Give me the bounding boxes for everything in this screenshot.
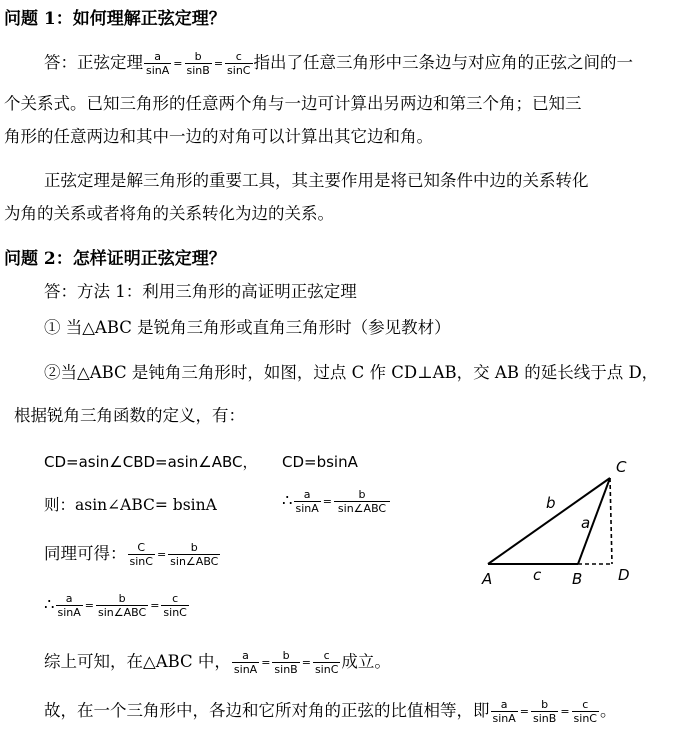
fraction-b-sinABC: $\frac{b}{\text{sin∠ABC}}$ bbox=[98, 592, 147, 619]
case-1-line: ① 当△ABC 是锐角三角形或直角三角形时（参见教材） bbox=[44, 318, 451, 337]
equation-cd-bsin: CD=bsinA bbox=[282, 453, 358, 471]
summary-line bbox=[44, 649, 391, 676]
q1-paragraph2-line2: 为角的关系或者将角的关系转化为边的关系。 bbox=[4, 204, 334, 223]
label-B: B bbox=[572, 570, 583, 588]
q1-paragraph2-line1: 正弦定理是解三角形的重要工具，其主要作用是将已知条件中边的关系转化 bbox=[44, 171, 589, 190]
therefore-symbol: ∴ bbox=[282, 491, 293, 510]
fraction-b-sinABC: $\frac{b}{\text{sin∠ABC}}$ bbox=[170, 541, 219, 568]
answer-prefix: 答：正弦定理 bbox=[44, 53, 143, 72]
fraction-b-sinB: $\frac{b}{\sin B}$ bbox=[533, 698, 557, 725]
therefore-chain: ∴ $\frac{a}{\sin A}$ = $\frac{b}{\text{sin∠ABC}}$ = $\frac{c}{\sin C}$ bbox=[44, 592, 187, 619]
label-c: c bbox=[533, 566, 542, 584]
fraction-a-sinA: $\frac{a}{\sin A}$ bbox=[233, 649, 258, 676]
fraction-c-sinC: $\frac{C}{\sin C}$ bbox=[129, 541, 153, 568]
similarly-line: 同理可得： $\frac{C}{\sin C}$ = $\frac{b}{\text{sin∠ABC}}$ bbox=[44, 541, 219, 568]
fraction-a-sinA: $\frac{a}{\sin A}$ bbox=[146, 50, 170, 77]
case-2-continued: 根据锐角三角函数的定义，有： bbox=[14, 406, 245, 425]
altitude-CD bbox=[610, 478, 612, 564]
fraction-c-sinC: $\frac{c}{\sin C}$ bbox=[314, 649, 339, 676]
conclusion-suffix: 。 bbox=[600, 701, 617, 720]
then-equation: 则：asin∠ABC= bsinA bbox=[44, 496, 217, 514]
label-C: C bbox=[616, 458, 627, 476]
q1-answer-line2: 个关系式。已知三角形的任意两个角与一边可计算出另两边和第三个角；已知三 bbox=[4, 94, 582, 113]
therefore-symbol: ∴ bbox=[44, 595, 55, 614]
question-1-title: 问题 1：如何理解正弦定理？ bbox=[4, 9, 226, 29]
fraction-a-sinA: $\frac{a}{\sin A}$ bbox=[57, 592, 81, 619]
side-AC bbox=[488, 478, 610, 564]
q1-answer-line1 bbox=[44, 50, 633, 77]
fraction-a-sinA: $\frac{a}{\sin A}$ bbox=[492, 698, 516, 725]
question-2-title: 问题 2：怎样证明正弦定理？ bbox=[4, 249, 226, 269]
label-b: b bbox=[546, 494, 556, 512]
answer-suffix: 指出了任意三角形中三条边与对应角的正弦之间的一 bbox=[253, 53, 633, 72]
fraction-b-sinABC: $\frac{b}{\text{sin∠ABC}}$ bbox=[334, 488, 390, 515]
sine-law-formula: $\frac{a}{\sin A}$ = $\frac{b}{\sin B}$ = $\frac{c}{\sin C}$ bbox=[146, 50, 251, 77]
similarly-label: 同理可得： bbox=[44, 544, 127, 563]
summary-suffix: 成立。 bbox=[341, 652, 391, 671]
conclusion-line bbox=[44, 698, 617, 725]
method-1-line: 答：方法 1：利用三角形的高证明正弦定理 bbox=[44, 282, 357, 301]
fraction-c-sinC: $\frac{c}{\sin C}$ bbox=[227, 50, 251, 77]
fraction-b-sinB: $\frac{b}{\sin B}$ bbox=[186, 50, 210, 77]
label-A: A bbox=[482, 570, 493, 588]
equation-cd-asin: CD=asin∠CBD=asin∠ABC， bbox=[44, 453, 258, 471]
fraction-c-sinC: $\frac{c}{\sin C}$ bbox=[573, 698, 597, 725]
sine-law-formula: $\frac{a}{\sin A}$ = $\frac{b}{\sin B}$ = $\frac{c}{\sin C}$ bbox=[233, 649, 339, 676]
label-D: D bbox=[618, 566, 630, 584]
q1-answer-line3: 角形的任意两边和其中一边的对角可以计算出其它边和角。 bbox=[4, 127, 433, 146]
label-a: a bbox=[581, 514, 591, 532]
summary-prefix: 综上可知，在△ABC 中， bbox=[44, 652, 231, 671]
fraction-c-sinC: $\frac{c}{\sin C}$ bbox=[163, 592, 187, 619]
conclusion-prefix: 故，在一个三角形中，各边和它所对角的正弦的比值相等，即 bbox=[44, 701, 490, 720]
fraction-b-sinB: $\frac{b}{\sin B}$ bbox=[274, 649, 298, 676]
therefore-ratio-1: ∴ $\frac{a}{\sin A}$ = $\frac{b}{\text{sin∠ABC}}$ bbox=[282, 488, 391, 515]
sine-law-formula: $\frac{a}{\sin A}$ = $\frac{b}{\sin B}$ = $\frac{c}{\sin C}$ bbox=[492, 698, 597, 725]
obtuse-triangle-figure bbox=[478, 456, 648, 594]
case-2-line: ②当△ABC 是钝角三角形时，如图，过点 C 作 CD⊥AB，交 AB 的延长线于点 D， bbox=[44, 363, 659, 382]
fraction-a-sinA: $\frac{a}{\sin A}$ bbox=[295, 488, 319, 515]
